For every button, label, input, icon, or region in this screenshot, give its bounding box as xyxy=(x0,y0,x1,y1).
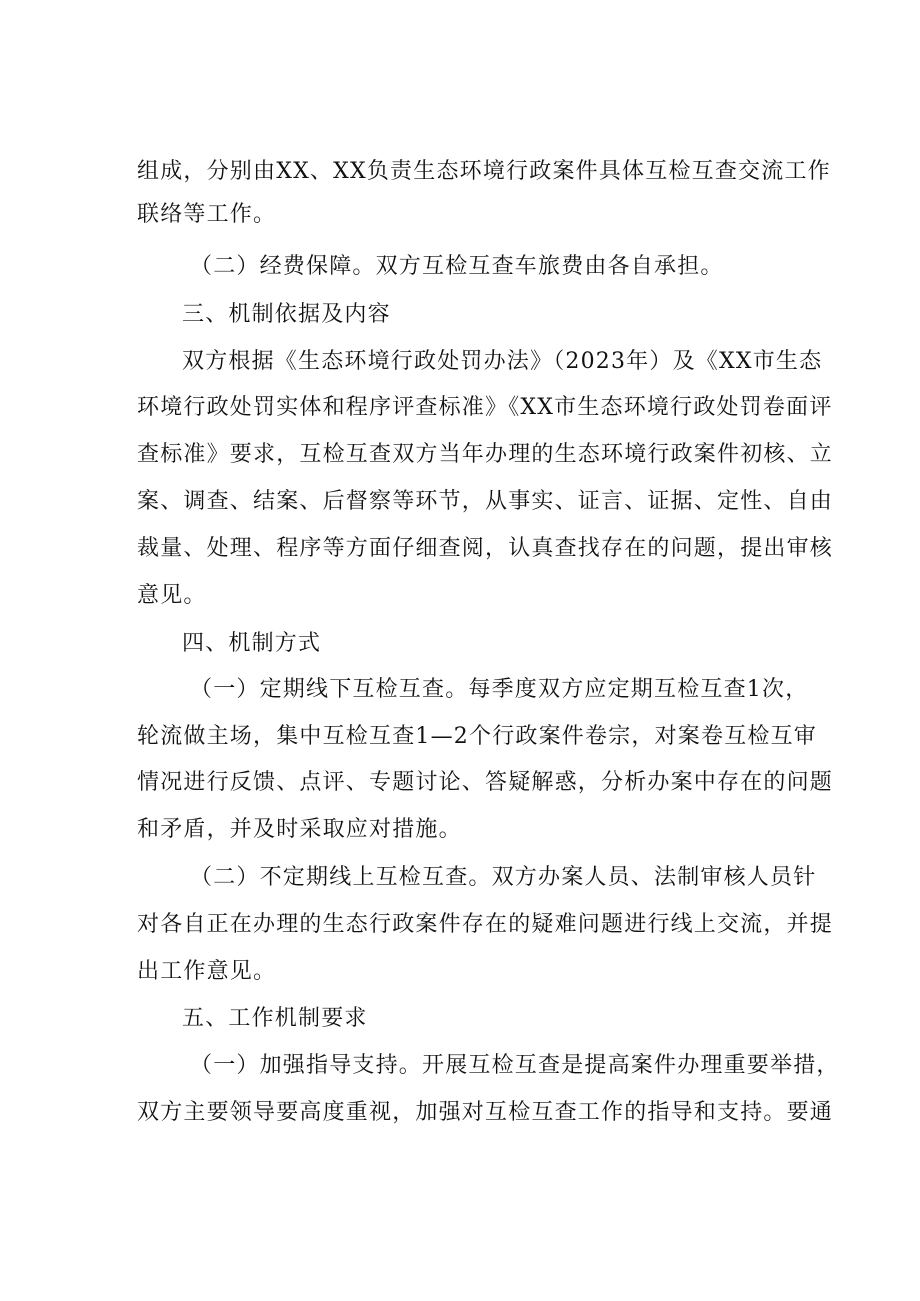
text-line: 和矛盾，并及时采取应对措施。 xyxy=(137,817,462,842)
text-line: 出工作意见。 xyxy=(137,959,277,984)
text-line: 双方主要领导要高度重视，加强对互检互查工作的指导和支持。要通 xyxy=(137,1100,834,1125)
text-line: 轮流做主场，集中互检互查1—2个行政案件卷宗，对案卷互检互审 xyxy=(137,724,817,749)
text-line: 联络等工作。 xyxy=(137,202,277,227)
text-line: 双方根据《生态环境行政处罚办法》（2023年）及《XX市生态 xyxy=(182,349,823,374)
sub-heading: （一）加强指导支持。开展互检互查是提高案件办理重要举措， xyxy=(190,1053,840,1078)
text-line: 对各自正在办理的生态行政案件存在的疑难问题进行线上交流，并提 xyxy=(137,912,834,937)
text-line: 意见。 xyxy=(137,583,207,608)
sub-heading: （一）定期线下互检互查。每季度双方应定期互检互查1次， xyxy=(190,677,809,702)
text-line: 案、调查、结案、后督察等环节，从事实、证言、证据、定性、自由 xyxy=(137,489,834,514)
text-line: 环境行政处罚实体和程序评查标准》《XX市生态环境行政处罚卷面评 xyxy=(137,395,833,420)
text-line: 情况进行反馈、点评、专题讨论、答疑解惑，分析办案中存在的问题 xyxy=(137,770,834,795)
text-line: 裁量、处理、程序等方面仔细查阅，认真查找存在的问题，提出审核 xyxy=(137,536,834,561)
text-line: 查标准》要求，互检互查双方当年办理的生态环境行政案件初核、立 xyxy=(137,442,834,467)
section-heading: 四、机制方式 xyxy=(182,631,322,656)
section-heading: 三、机制依据及内容 xyxy=(182,302,391,327)
sub-heading: （二）经费保障。双方互检互查车旅费由各自承担。 xyxy=(190,254,724,279)
sub-heading: （二）不定期线上互检互查。双方办案人员、法制审核人员针 xyxy=(190,865,817,890)
text-line: 组成，分别由XX、XX负责生态环境行政案件具体互检互查交流工作 xyxy=(137,159,831,184)
section-heading: 五、工作机制要求 xyxy=(182,1006,368,1031)
